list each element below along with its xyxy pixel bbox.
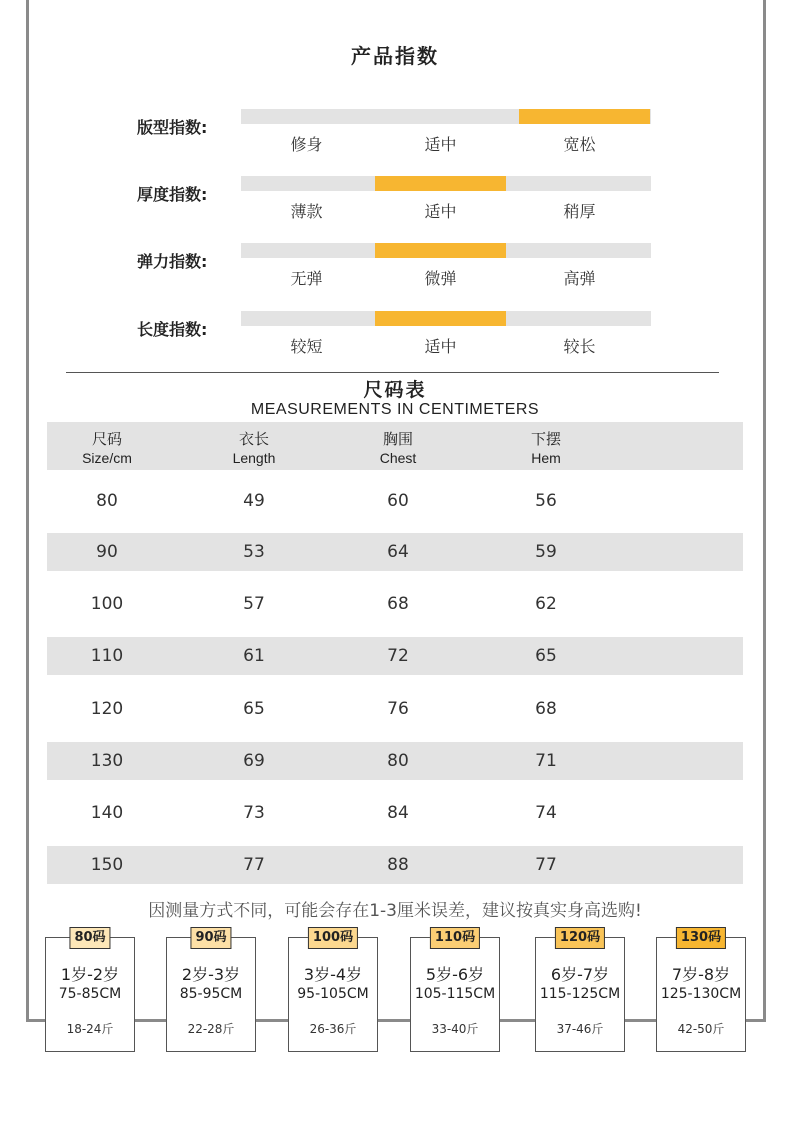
table-cell: 76 (387, 699, 409, 719)
header-chest (338, 428, 458, 466)
index-bar (241, 109, 651, 124)
header-en: Size/cm (82, 450, 132, 466)
header-length (194, 428, 314, 466)
age-range: 3岁-4岁 (303, 965, 363, 984)
index-selected-segment (519, 109, 650, 124)
height-range: 95-105CM (297, 986, 369, 1002)
table-cell: 61 (243, 646, 265, 666)
size-card (166, 930, 256, 1052)
table-cell: 77 (535, 855, 557, 875)
height-range: 75-85CM (58, 986, 122, 1002)
size-card (288, 930, 378, 1052)
index-option: 适中 (424, 135, 457, 154)
weight-range: 33-40斤 (431, 1022, 479, 1036)
table-row (47, 846, 743, 884)
size-tag: 90码 (190, 927, 231, 949)
size-card (656, 930, 746, 1052)
frame-bottom-border (26, 1019, 766, 1022)
index-row-elasticity (0, 243, 790, 303)
table-cell: 68 (387, 594, 409, 614)
index-option: 高弹 (563, 269, 596, 288)
table-cell: 90 (96, 542, 118, 562)
table-cell: 120 (90, 699, 124, 719)
product-index-title: 产品指数 (351, 44, 439, 68)
table-cell: 80 (387, 751, 409, 771)
table-row (47, 585, 743, 623)
index-bar (241, 311, 651, 326)
index-option: 较长 (563, 337, 596, 356)
table-row (47, 637, 743, 675)
size-card (45, 930, 135, 1052)
index-option: 适中 (424, 337, 457, 356)
table-row (47, 533, 743, 571)
table-cell: 73 (243, 803, 265, 823)
table-cell: 68 (535, 699, 557, 719)
height-range: 85-95CM (179, 986, 243, 1002)
index-selected-segment (375, 311, 506, 326)
height-range: 125-130CM (660, 986, 742, 1002)
table-cell: 140 (90, 803, 124, 823)
index-option: 无弹 (290, 269, 323, 288)
header-en: Hem (531, 450, 561, 466)
index-label: 长度指数: (137, 320, 208, 339)
table-cell: 49 (243, 491, 265, 511)
header-size (47, 428, 167, 466)
table-cell: 65 (535, 646, 557, 666)
table-row (47, 482, 743, 520)
index-option: 薄款 (290, 202, 323, 221)
section-divider (66, 372, 719, 373)
size-card (410, 930, 500, 1052)
index-row-length (0, 311, 790, 371)
table-cell: 69 (243, 751, 265, 771)
table-cell: 65 (243, 699, 265, 719)
table-cell: 150 (90, 855, 124, 875)
table-cell: 56 (535, 491, 557, 511)
table-row (47, 690, 743, 728)
height-range: 105-115CM (414, 986, 496, 1002)
index-row-fit (0, 109, 790, 169)
index-selected-segment (375, 176, 506, 191)
table-cell: 64 (387, 542, 409, 562)
index-label: 厚度指数: (137, 185, 208, 204)
size-tag: 110码 (430, 927, 480, 949)
header-zh: 胸围 (382, 430, 413, 448)
table-cell: 57 (243, 594, 265, 614)
age-range: 6岁-7岁 (550, 965, 610, 984)
header-hem (486, 428, 606, 466)
table-row (47, 742, 743, 780)
table-cell: 130 (90, 751, 124, 771)
table-cell: 60 (387, 491, 409, 511)
table-cell: 74 (535, 803, 557, 823)
measurement-note: 因测量方式不同，可能会存在1-3厘米误差，建议按真实身高选购! (148, 901, 642, 921)
index-selected-segment (375, 243, 506, 258)
size-table-subtitle: MEASUREMENTS IN CENTIMETERS (250, 401, 540, 418)
index-option: 较短 (290, 337, 323, 356)
index-label: 版型指数: (137, 118, 208, 137)
weight-range: 18-24斤 (66, 1022, 114, 1036)
table-row (47, 794, 743, 832)
index-row-thickness (0, 176, 790, 236)
size-tag: 100码 (308, 927, 358, 949)
table-cell: 80 (96, 491, 118, 511)
size-tag: 80码 (69, 927, 110, 949)
table-cell: 84 (387, 803, 409, 823)
size-tag: 130码 (676, 927, 726, 949)
age-range: 1岁-2岁 (60, 965, 120, 984)
table-cell: 77 (243, 855, 265, 875)
weight-range: 37-46斤 (556, 1022, 604, 1036)
age-range: 5岁-6岁 (425, 965, 485, 984)
header-zh: 下摆 (530, 430, 561, 448)
table-cell: 110 (90, 646, 124, 666)
index-option: 稍厚 (563, 202, 596, 221)
weight-range: 26-36斤 (309, 1022, 357, 1036)
header-zh: 衣长 (238, 430, 269, 448)
index-option: 微弹 (424, 269, 457, 288)
weight-range: 22-28斤 (187, 1022, 235, 1036)
table-cell: 71 (535, 751, 557, 771)
table-cell: 72 (387, 646, 409, 666)
size-table-title: 尺码表 (363, 379, 427, 401)
size-tag: 120码 (555, 927, 605, 949)
weight-range: 42-50斤 (677, 1022, 725, 1036)
index-option: 适中 (424, 202, 457, 221)
index-option: 修身 (290, 135, 323, 154)
index-bar (241, 176, 651, 191)
header-en: Length (232, 450, 276, 466)
age-range: 7岁-8岁 (671, 965, 731, 984)
table-cell: 59 (535, 542, 557, 562)
table-cell: 53 (243, 542, 265, 562)
size-card (535, 930, 625, 1052)
header-en: Chest (379, 450, 417, 466)
index-label: 弹力指数: (137, 252, 208, 271)
table-cell: 100 (90, 594, 124, 614)
table-cell: 88 (387, 855, 409, 875)
age-range: 2岁-3岁 (181, 965, 241, 984)
header-zh: 尺码 (91, 430, 122, 448)
size-table-header (47, 422, 743, 470)
index-option: 宽松 (563, 135, 596, 154)
height-range: 115-125CM (539, 986, 621, 1002)
table-cell: 62 (535, 594, 557, 614)
index-bar (241, 243, 651, 258)
